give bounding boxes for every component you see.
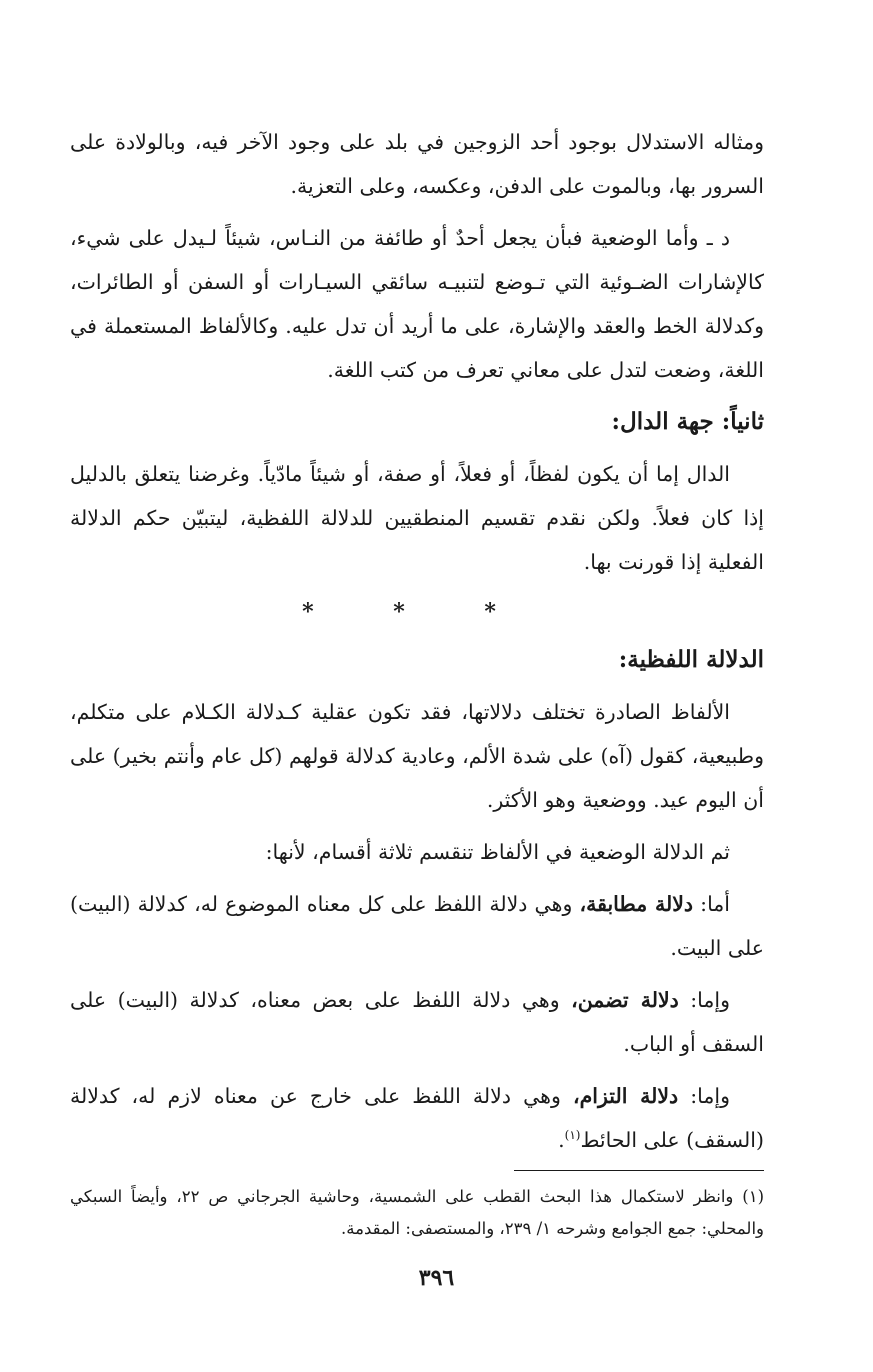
- section-heading-verbal-signification: الدلالة اللفظية:: [618, 646, 764, 673]
- paragraph-signifier-types: الدال إما أن يكون لفظاً، أو فعلاً، أو صفة، أو شيئاً مادّياً. وغرضنا يتعلق بالدليل إذا كان فعلاً. ولكن نقدم تقسيم المنطقيين للدلالة اللفظية، ليتبيّن حكم الدلالة الفعلية إذا قورنت بها.: [70, 462, 764, 574]
- term-inclusion: دلالة تضمن،: [571, 988, 679, 1012]
- lead-word: وإما:: [678, 988, 730, 1012]
- definition-text: وهي دلالة اللفظ على كل معناه الموضوع له، كدلالة (البيت) على البيت.: [70, 892, 764, 960]
- paragraph-verbal-signification: الألفاظ الصادرة تختلف دلالاتها، فقد تكون عقلية كـدلالة الكـلام على متكلم، وطبيعية، كقول (آه) على شدة الألم، وعادية كدلالة قولهم (كل عام وأنتم بخير) على أن اليوم عيد. ووضعية وهو الأكثر.: [70, 700, 764, 812]
- lead-word: أما:: [693, 892, 730, 916]
- sentence-end: .: [558, 1128, 565, 1152]
- paragraph-correspondence: [70, 882, 764, 970]
- definition-text: وهي دلالة اللفظ على خارج عن معناه لازم له، كدلالة (السقف) على الحائط: [70, 1084, 764, 1152]
- page-body: [70, 120, 764, 1245]
- page-number: ٣٩٦: [418, 1265, 455, 1291]
- paragraph-three-divisions: ثم الدلالة الوضعية في الألفاظ تنقسم ثلاثة أقسام، لأنها:: [265, 840, 730, 864]
- paragraph-conventional-signification: د ـ وأما الوضعية فبأن يجعل أحدٌ أو طائفة من النـاس، شيئاً لـيدل على شيء، كالإشارات الضـوئية التي تـوضع لتنبيـه سائقي السيـارات أو السفن أو الطائرات، وكدلالة الخط والعقد والإشارة، على ما أريد أن تدل عليه. وكالألفاظ المستعملة في اللغة، وضعت لتدل على معاني تعرف من كتب اللغة.: [70, 226, 764, 382]
- paragraph-implication: [70, 1074, 764, 1162]
- section-heading-signifier: ثانياً: جهة الدال:: [611, 408, 764, 435]
- paragraph-inclusion: [70, 978, 764, 1066]
- paragraph-inference-example: ومثاله الاستدلال بوجود أحد الزوجين في بلد على وجود الآخر فيه، وبالولادة على السرور بها، وبالموت على الدفن، وعكسه، وعلى التعزية.: [70, 130, 764, 198]
- term-implication: دلالة التزام،: [572, 1084, 679, 1108]
- section-separator-stars: * * *: [302, 599, 532, 625]
- footnote-divider: [514, 1170, 764, 1171]
- definition-text: وهي دلالة اللفظ على بعض معناه، كدلالة (البيت) على السقف أو الباب.: [70, 988, 764, 1056]
- footnote-text: (١) وانظر لاستكمال هذا البحث القطب على الشمسية، وحاشية الجرجاني ص ٢٢، وأيضاً السبكي والمحلي: جمع الجوامع وشرحه ١/ ٢٣٩، والمستصفى: المقدمة.: [70, 1187, 764, 1238]
- footnote-reference[interactable]: (١): [564, 1128, 581, 1143]
- lead-word: وإما:: [678, 1084, 730, 1108]
- term-correspondence: دلالة مطابقة،: [579, 892, 694, 916]
